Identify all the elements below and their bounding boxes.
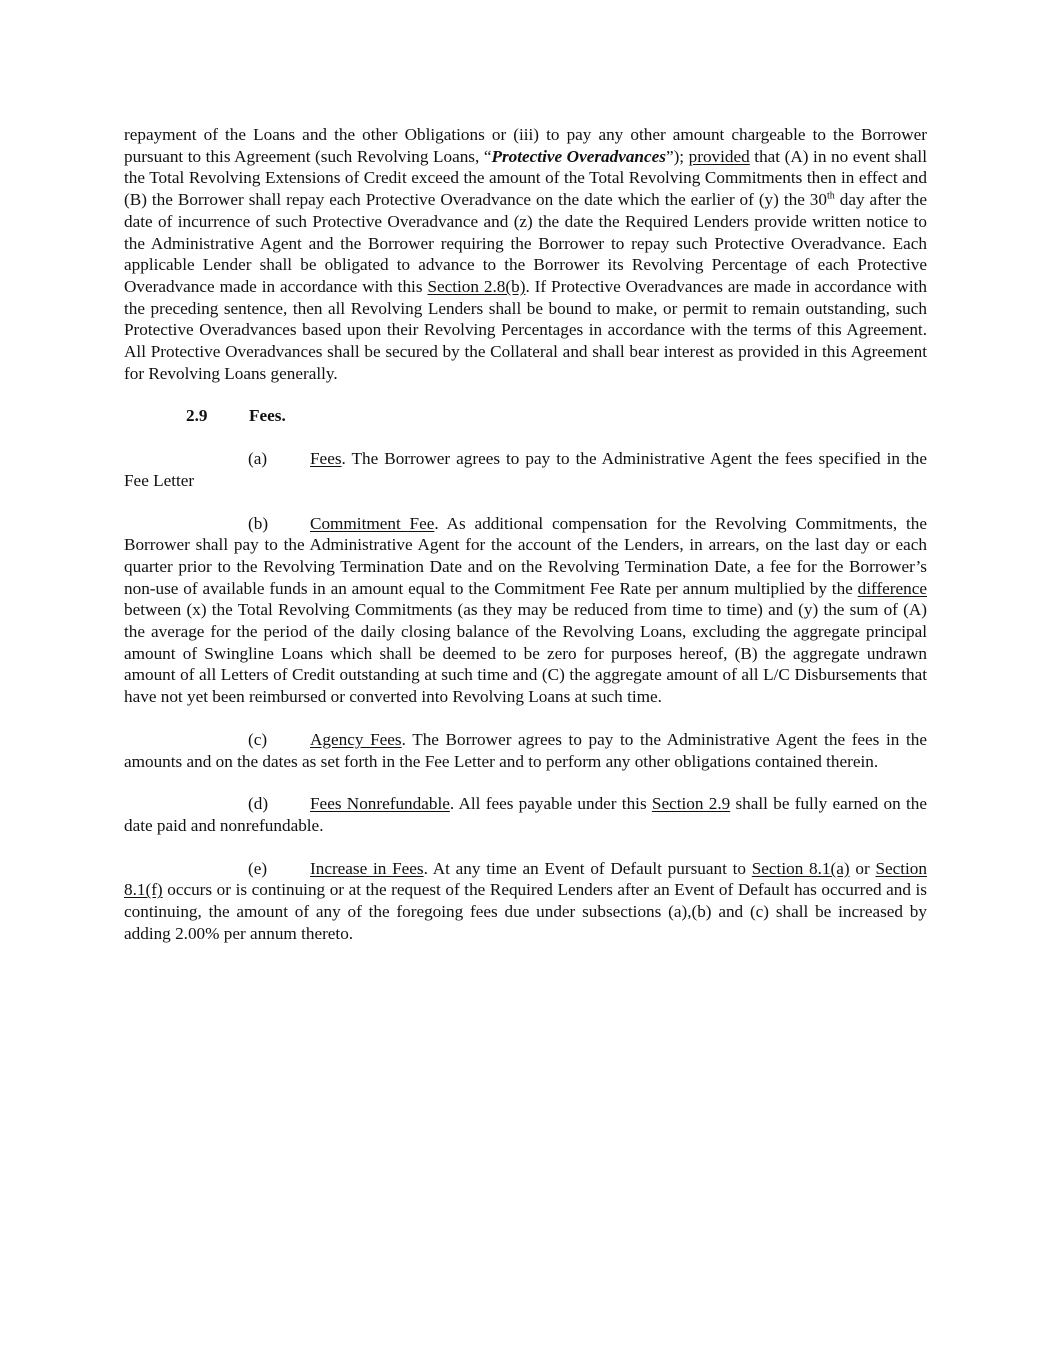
text-run: . All fees payable under this: [449, 794, 652, 814]
section-title: Fees.: [249, 406, 286, 426]
subsection-d: [124, 793, 927, 836]
subsection-label: (e): [248, 858, 268, 878]
section-reference: Section 2.8(b): [427, 276, 526, 296]
ordinal-superscript: th: [827, 190, 835, 202]
subsection-e: [124, 858, 927, 945]
text-run: shall be fully earned on the date paid and nonrefundable.: [124, 794, 927, 835]
subsection-label: (d): [248, 794, 269, 814]
subsection-title: Agency Fees: [310, 729, 402, 749]
text-run: . If Protective Overadvances are made in accordance with the preceding sentence, then all Revolving Lenders shall be bound to make, or permit to remain outstanding, such Protective Overadvances based upon their Revolving Percentages in accordance with the terms of this Agreement. All Protective Overadvances shall be secured by the Collateral and shall bear interest as provided in this Agreement for Revolving Loans generally.: [124, 276, 927, 383]
text-run: repayment of the Loans and the other Obligations or (iii) to pay any other amount chargeable to the Borrower pursuant to this Agreement (such Revolving Loans, “: [124, 125, 927, 166]
text-run: . As additional compensation for the Revolving Commitments, the Borrower shall pay to the Administrative Agent for the account of the Lenders, in arrears, on the last day or each quarter prior to the Revolving Termination Date and on the Revolving Termination Date, a fee for the Borrower’s non-use of available funds in an amount equal to the Commitment Fee Rate per annum multiplied by the: [124, 513, 927, 598]
subsection-title: Commitment Fee: [310, 513, 435, 533]
text-run: . The Borrower agrees to pay to the Administrative Agent the fees specified in the Fee Letter: [124, 449, 927, 490]
subsection-a: [124, 448, 927, 491]
defined-term: Protective Overadvances: [491, 146, 666, 166]
subsection-title: Increase in Fees: [310, 858, 424, 878]
difference-term: difference: [857, 578, 927, 598]
section-reference: Section 8.1(a): [751, 858, 850, 878]
document-page: [124, 124, 927, 966]
subsection-b: [124, 513, 927, 708]
subsection-title: Fees: [310, 449, 342, 469]
text-run: . At any time an Event of Default pursuant to: [423, 858, 752, 878]
text-run: . The Borrower agrees to pay to the Administrative Agent the fees in the amounts and on the dates as set forth in the Fee Letter and to perform any other obligations contained therein.: [124, 729, 927, 771]
section-reference: Section 8.1(f): [124, 858, 927, 900]
section-reference: Section 2.9: [651, 794, 731, 814]
text-run: that (A) in no event shall the Total Revolving Extensions of Credit exceed the amount of the Total Revolving Commitments then in effect and (B) the Borrower shall repay each Protective Overadvance on the date which the earlier of (y) the 30: [124, 146, 927, 210]
subsection-c: [124, 729, 927, 772]
section-number: 2.9: [186, 406, 208, 426]
text-run: between (x) the Total Revolving Commitments (as they may be reduced from time to time) and (y) the sum of (A) the average for the period of the daily closing balance of the Revolving Loans, excluding the aggregate principal amount of Swingline Loans which shall be deemed to be zero for purposes hereof, (B) the aggregate undrawn amount of all Letters of Credit outstanding at such time and (C) the aggregate amount of all L/C Disbursements that have not yet been reimbursed or converted into Revolving Loans at such time.: [124, 600, 927, 707]
subsection-label: (c): [248, 729, 268, 749]
subsection-label: (b): [248, 513, 269, 533]
provided-term: provided: [688, 146, 750, 166]
text-run: day after the date of incurrence of such Protective Overadvance and (z) the date the Required Lenders provide written notice to the Administrative Agent and the Borrower requiring the Borrower to repay such Protective Overadvance. Each applicable Lender shall be obligated to advance to the Borrower its Revolving Percentage of each Protective Overadvance made in accordance with this: [124, 190, 927, 296]
protective-overadvances-paragraph: [124, 124, 927, 384]
subsection-title: Fees Nonrefundable: [310, 794, 450, 814]
section-heading: [124, 405, 927, 427]
text-run: or: [849, 858, 876, 878]
text-run: occurs or is continuing or at the request of the Required Lenders after an Event of Default has occurred and is continuing, the amount of any of the foregoing fees due under subsections (a),(b) and (c) shall be increased by adding 2.00% per annum thereto.: [124, 880, 927, 943]
subsection-label: (a): [248, 449, 268, 469]
text-run: ”);: [665, 146, 689, 166]
